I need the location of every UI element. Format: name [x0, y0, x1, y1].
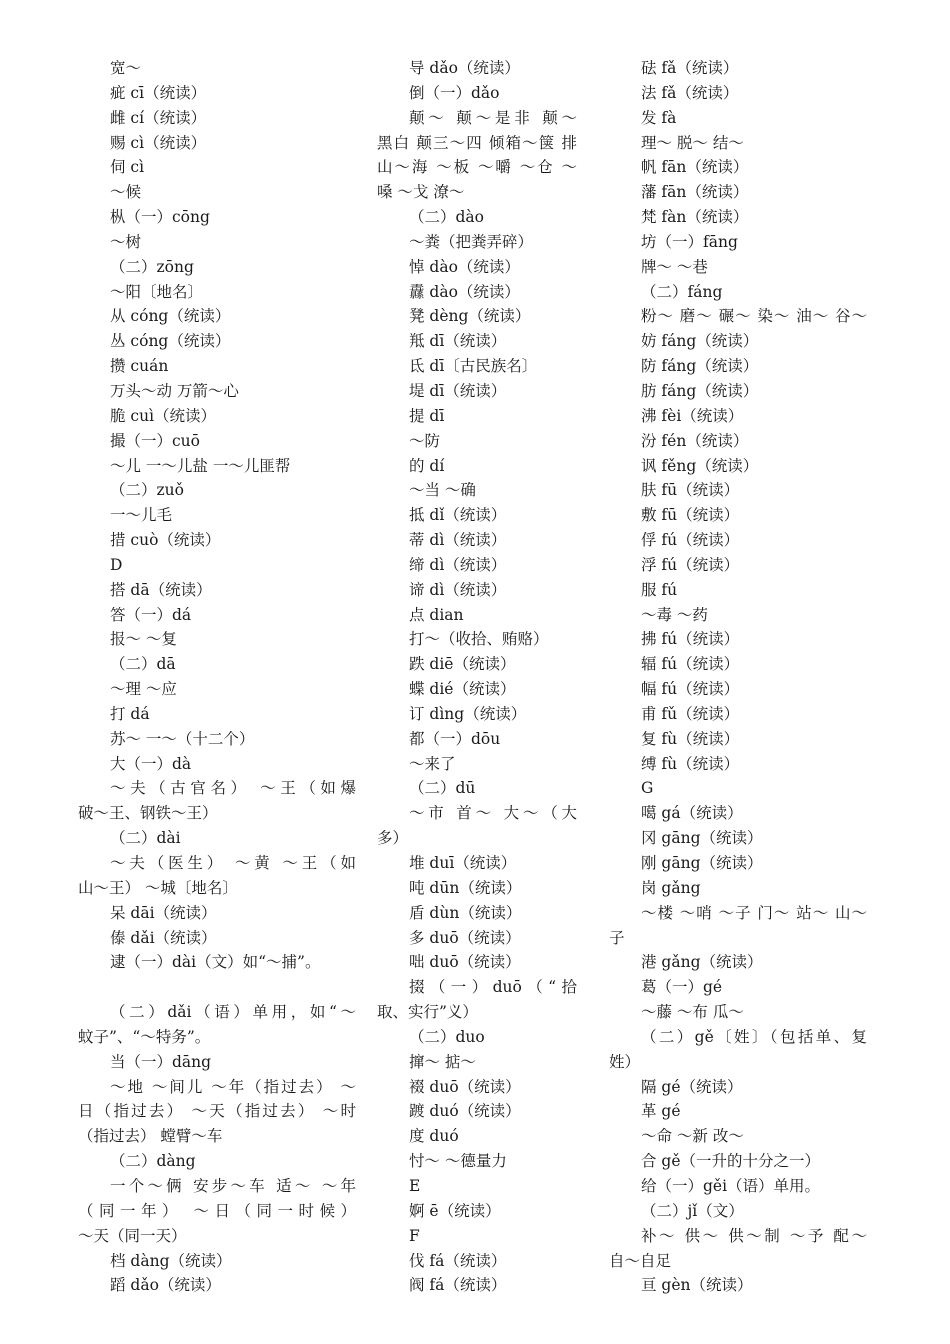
- entry-line: 抵 dǐ（统读）: [409, 506, 507, 525]
- entry-line: （二）dǎi（语）单用，如“～: [110, 1003, 356, 1022]
- entry-line: 档 dàng（统读）: [110, 1251, 232, 1270]
- entry-line: 点 dian: [409, 605, 464, 624]
- entry-line: ～防: [409, 431, 441, 450]
- column-3: [609, 56, 867, 1298]
- column-2: [377, 56, 577, 1298]
- entry-line: 自～自足: [609, 1251, 672, 1270]
- entry-line: （同一年） ～日（同一时候）: [78, 1201, 356, 1220]
- entry-line: 跌 diē（统读）: [409, 655, 516, 674]
- entry-line: 肪 fáng（统读）: [641, 381, 759, 400]
- entry-line: ～市 首～ 大～（大: [409, 804, 577, 823]
- entry-line: 的 dí: [409, 456, 445, 475]
- blank-line: [78, 975, 356, 1000]
- entry-line: ～当 ～确: [409, 481, 476, 500]
- entry-line: （二）dū: [409, 779, 476, 798]
- entry-line: 伺 cì: [110, 158, 145, 177]
- entry-line: E: [409, 1176, 421, 1195]
- entry-line: 攒 cuán: [110, 357, 169, 376]
- entry-line: 度 duó: [409, 1127, 459, 1146]
- entry-line: （指过去） 螳臂～车: [78, 1127, 223, 1146]
- entry-line: 报～ ～复: [110, 630, 177, 649]
- entry-line: 葛（一）gé: [641, 978, 723, 997]
- entry-line: 蹈 dǎo（统读）: [110, 1276, 221, 1295]
- entry-line: 撺～ 掂～: [409, 1052, 476, 1071]
- entry-line: 一个～俩 安步～车 适～ ～年: [110, 1176, 356, 1195]
- entry-line: ～理 ～应: [110, 680, 177, 699]
- entry-line: （二）zōng: [110, 257, 194, 276]
- entry-line: ～毒 ～药: [641, 605, 708, 624]
- entry-line: ～粪（把粪弄碎）: [409, 232, 534, 251]
- entry-line: 冈 gāng（统读）: [641, 829, 763, 848]
- entry-line: 婀 ē（统读）: [409, 1201, 501, 1220]
- entry-line: 雌 cí（统读）: [110, 108, 207, 127]
- entry-line: 牌～ ～巷: [641, 257, 708, 276]
- entry-line: 合 gě（一升的十分之一）: [641, 1152, 821, 1171]
- entry-line: G: [641, 779, 654, 798]
- entry-line: 羝 dī（统读）: [409, 332, 507, 351]
- entry-line: 吨 dūn（统读）: [409, 878, 522, 897]
- entry-line: ～儿 一～儿盐 一～儿匪帮: [110, 456, 291, 475]
- entry-line: ～藤 ～布 瓜～: [641, 1003, 744, 1022]
- entry-line: 撮（一）cuō: [110, 431, 200, 450]
- entry-line: 颠～ 颠～是非 颠～: [409, 108, 577, 127]
- entry-line: 凳 dèng（统读）: [409, 307, 531, 326]
- entry-line: 蝶 dié（统读）: [409, 680, 516, 699]
- entry-line: 发 fà: [641, 108, 677, 127]
- entry-line: 脆 cuì（统读）: [110, 406, 217, 425]
- entry-line: （二）dài: [110, 829, 181, 848]
- column-1: [78, 56, 356, 1298]
- entry-line: 理～ 脱～ 结～: [641, 133, 744, 152]
- entry-line: 辐 fú（统读）: [641, 655, 740, 674]
- entry-line: 打 dá: [110, 704, 150, 723]
- entry-line: 谛 dì（统读）: [409, 580, 507, 599]
- entry-line: 革 gé: [641, 1102, 681, 1121]
- entry-line: 汾 fén（统读）: [641, 431, 749, 450]
- entry-line: 蒂 dì（统读）: [409, 531, 507, 550]
- entry-line: 枞（一）cōng: [110, 208, 210, 227]
- entry-line: ～阳〔地名〕: [110, 282, 204, 301]
- entry-line: （二）fáng: [641, 282, 723, 301]
- entry-line: 从 cóng（统读）: [110, 307, 231, 326]
- entry-line: 盾 dùn（统读）: [409, 903, 522, 922]
- entry-line: D: [110, 555, 123, 574]
- entry-line: 黑白 颠三～四 倾箱～箧 排: [377, 133, 577, 152]
- entry-line: ～天（同一天）: [78, 1226, 187, 1245]
- entry-line: 万头～动 万箭～心: [110, 381, 239, 400]
- entry-line: 阀 fá（统读）: [409, 1276, 507, 1295]
- entry-line: 隔 gé（统读）: [641, 1077, 743, 1096]
- entry-line: 妨 fáng（统读）: [641, 332, 759, 351]
- entry-line: 嗓 ～戈 潦～: [377, 183, 465, 202]
- entry-line: 刚 gāng（统读）: [641, 854, 763, 872]
- entry-line: 敷 fū（统读）: [641, 506, 740, 525]
- entry-line: 氐 dī〔古民族名〕: [409, 357, 538, 376]
- entry-line: 多）: [377, 829, 409, 848]
- entry-line: 甫 fǔ（统读）: [641, 704, 740, 723]
- entry-line: 呆 dāi（统读）: [110, 903, 217, 922]
- entry-line: 裰 duō（统读）: [409, 1077, 521, 1096]
- entry-line: （二）gě〔姓〕（包括单、复: [641, 1027, 867, 1046]
- entry-line: 傣 dǎi（统读）: [110, 928, 217, 947]
- entry-line: 措 cuò（统读）: [110, 531, 221, 550]
- entry-line: ～来了: [409, 754, 456, 773]
- entry-line: 浮 fú（统读）: [641, 555, 740, 574]
- entry-line: 砝 fǎ（统读）: [641, 59, 739, 77]
- entry-line: 宽～: [110, 59, 142, 77]
- entry-line: 幅 fú（统读）: [641, 680, 740, 699]
- entry-line: 给（一）gěi（语）单用。: [641, 1176, 821, 1195]
- entry-line: ～夫（古官名） ～王（如爆: [110, 779, 356, 798]
- entry-line: ～树: [110, 232, 142, 251]
- entry-line: 提 dī: [409, 406, 445, 425]
- entry-line: 打～（收拾、贿赂）: [409, 630, 549, 649]
- entry-line: 导 dǎo（统读）: [409, 59, 520, 77]
- entry-line: 岗 gǎng: [641, 878, 701, 897]
- entry-line: 姓）: [609, 1052, 641, 1071]
- entry-line: 亘 gèn（统读）: [641, 1276, 753, 1295]
- entry-line: 讽 fěng（统读）: [641, 456, 759, 475]
- entry-line: 藩 fān（统读）: [641, 183, 749, 202]
- entry-line: 搭 dā（统读）: [110, 580, 212, 599]
- entry-line: 山～海 ～板 ～嚼 ～仓 ～: [377, 158, 577, 177]
- entry-line: 港 gǎng（统读）: [641, 953, 763, 972]
- entry-line: 倒（一）dǎo: [409, 83, 500, 102]
- entry-line: 噶 gá（统读）: [641, 804, 743, 823]
- entry-line: 沸 fèi（统读）: [641, 406, 744, 425]
- entry-line: 俘 fú（统读）: [641, 531, 740, 550]
- entry-line: 粉～ 磨～ 碾～ 染～ 油～ 谷～: [641, 307, 867, 326]
- entry-line: 纛 dào（统读）: [409, 282, 520, 301]
- entry-line: 踱 duó（统读）: [409, 1102, 521, 1121]
- entry-line: 伐 fá（统读）: [409, 1251, 507, 1270]
- entry-line: ～夫（医生） ～黄 ～王（如: [110, 854, 356, 872]
- entry-line: 日（指过去） ～天（指过去） ～时: [78, 1102, 356, 1121]
- entry-line: 梵 fàn（统读）: [641, 208, 749, 227]
- entry-line: 山～王） ～城〔地名〕: [78, 878, 238, 897]
- entry-line: ～地 ～间儿 ～年（指过去） ～: [110, 1077, 356, 1096]
- entry-line: 悼 dào（统读）: [409, 257, 520, 276]
- entry-line: 疵 cī（统读）: [110, 83, 207, 102]
- entry-line: 肤 fū（统读）: [641, 481, 740, 500]
- entry-line: 蚊子”、“～特务”。: [78, 1027, 211, 1046]
- entry-line: 掇（一）duō（“拾: [409, 978, 577, 997]
- entry-line: 答（一）dá: [110, 605, 192, 624]
- entry-line: 帆 fān（统读）: [641, 158, 749, 177]
- entry-line: 服 fú: [641, 580, 678, 599]
- entry-line: （二）zuǒ: [110, 481, 184, 500]
- entry-line: 破～王、钢铁～王）: [78, 804, 218, 823]
- entry-line: （二）dā: [110, 655, 176, 674]
- entry-line: 堤 dī（统读）: [409, 381, 507, 400]
- entry-line: 缔 dì（统读）: [409, 555, 507, 574]
- entry-line: 苏～ 一～（十二个）: [110, 729, 255, 748]
- entry-line: F: [409, 1226, 420, 1245]
- entry-line: 子: [609, 928, 625, 947]
- entry-line: 复 fù（统读）: [641, 729, 740, 748]
- entry-line: 拂 fú（统读）: [641, 630, 740, 649]
- entry-line: ～命 ～新 改～: [641, 1127, 744, 1146]
- entry-line: 当（一）dāng: [110, 1052, 212, 1071]
- entry-line: 赐 cì（统读）: [110, 133, 207, 152]
- entry-line: 缚 fù（统读）: [641, 754, 740, 773]
- entry-line: 堆 duī（统读）: [409, 854, 517, 872]
- entry-line: 大（一）dà: [110, 754, 192, 773]
- entry-line: 坊（一）fāng: [641, 232, 738, 251]
- entry-line: 忖～ ～德量力: [409, 1152, 507, 1171]
- entry-line: 取、实行”义）: [377, 1003, 478, 1022]
- entry-line: （二）duo: [409, 1027, 485, 1046]
- entry-line: 丛 cóng（统读）: [110, 332, 231, 351]
- entry-line: （二）dào: [409, 208, 484, 227]
- entry-line: 逮（一）dài（文）如“～捕”。: [110, 953, 321, 972]
- entry-line: ～候: [110, 183, 142, 202]
- entry-line: （二）jǐ（文）: [641, 1201, 744, 1220]
- entry-line: 防 fáng（统读）: [641, 357, 759, 376]
- entry-line: 补～ 供～ 供～制 ～予 配～: [641, 1226, 867, 1245]
- entry-line: 咄 duō（统读）: [409, 953, 521, 972]
- entry-line: 法 fǎ（统读）: [641, 83, 739, 102]
- entry-line: （二）dàng: [110, 1152, 196, 1171]
- entry-line: 都（一）dōu: [409, 729, 501, 748]
- entry-line: 订 dìng（统读）: [409, 704, 527, 723]
- entry-line: 多 duō（统读）: [409, 928, 521, 947]
- entry-line: 一～儿毛: [110, 506, 173, 525]
- entry-line: ～楼 ～哨 ～子 门～ 站～ 山～: [641, 903, 867, 922]
